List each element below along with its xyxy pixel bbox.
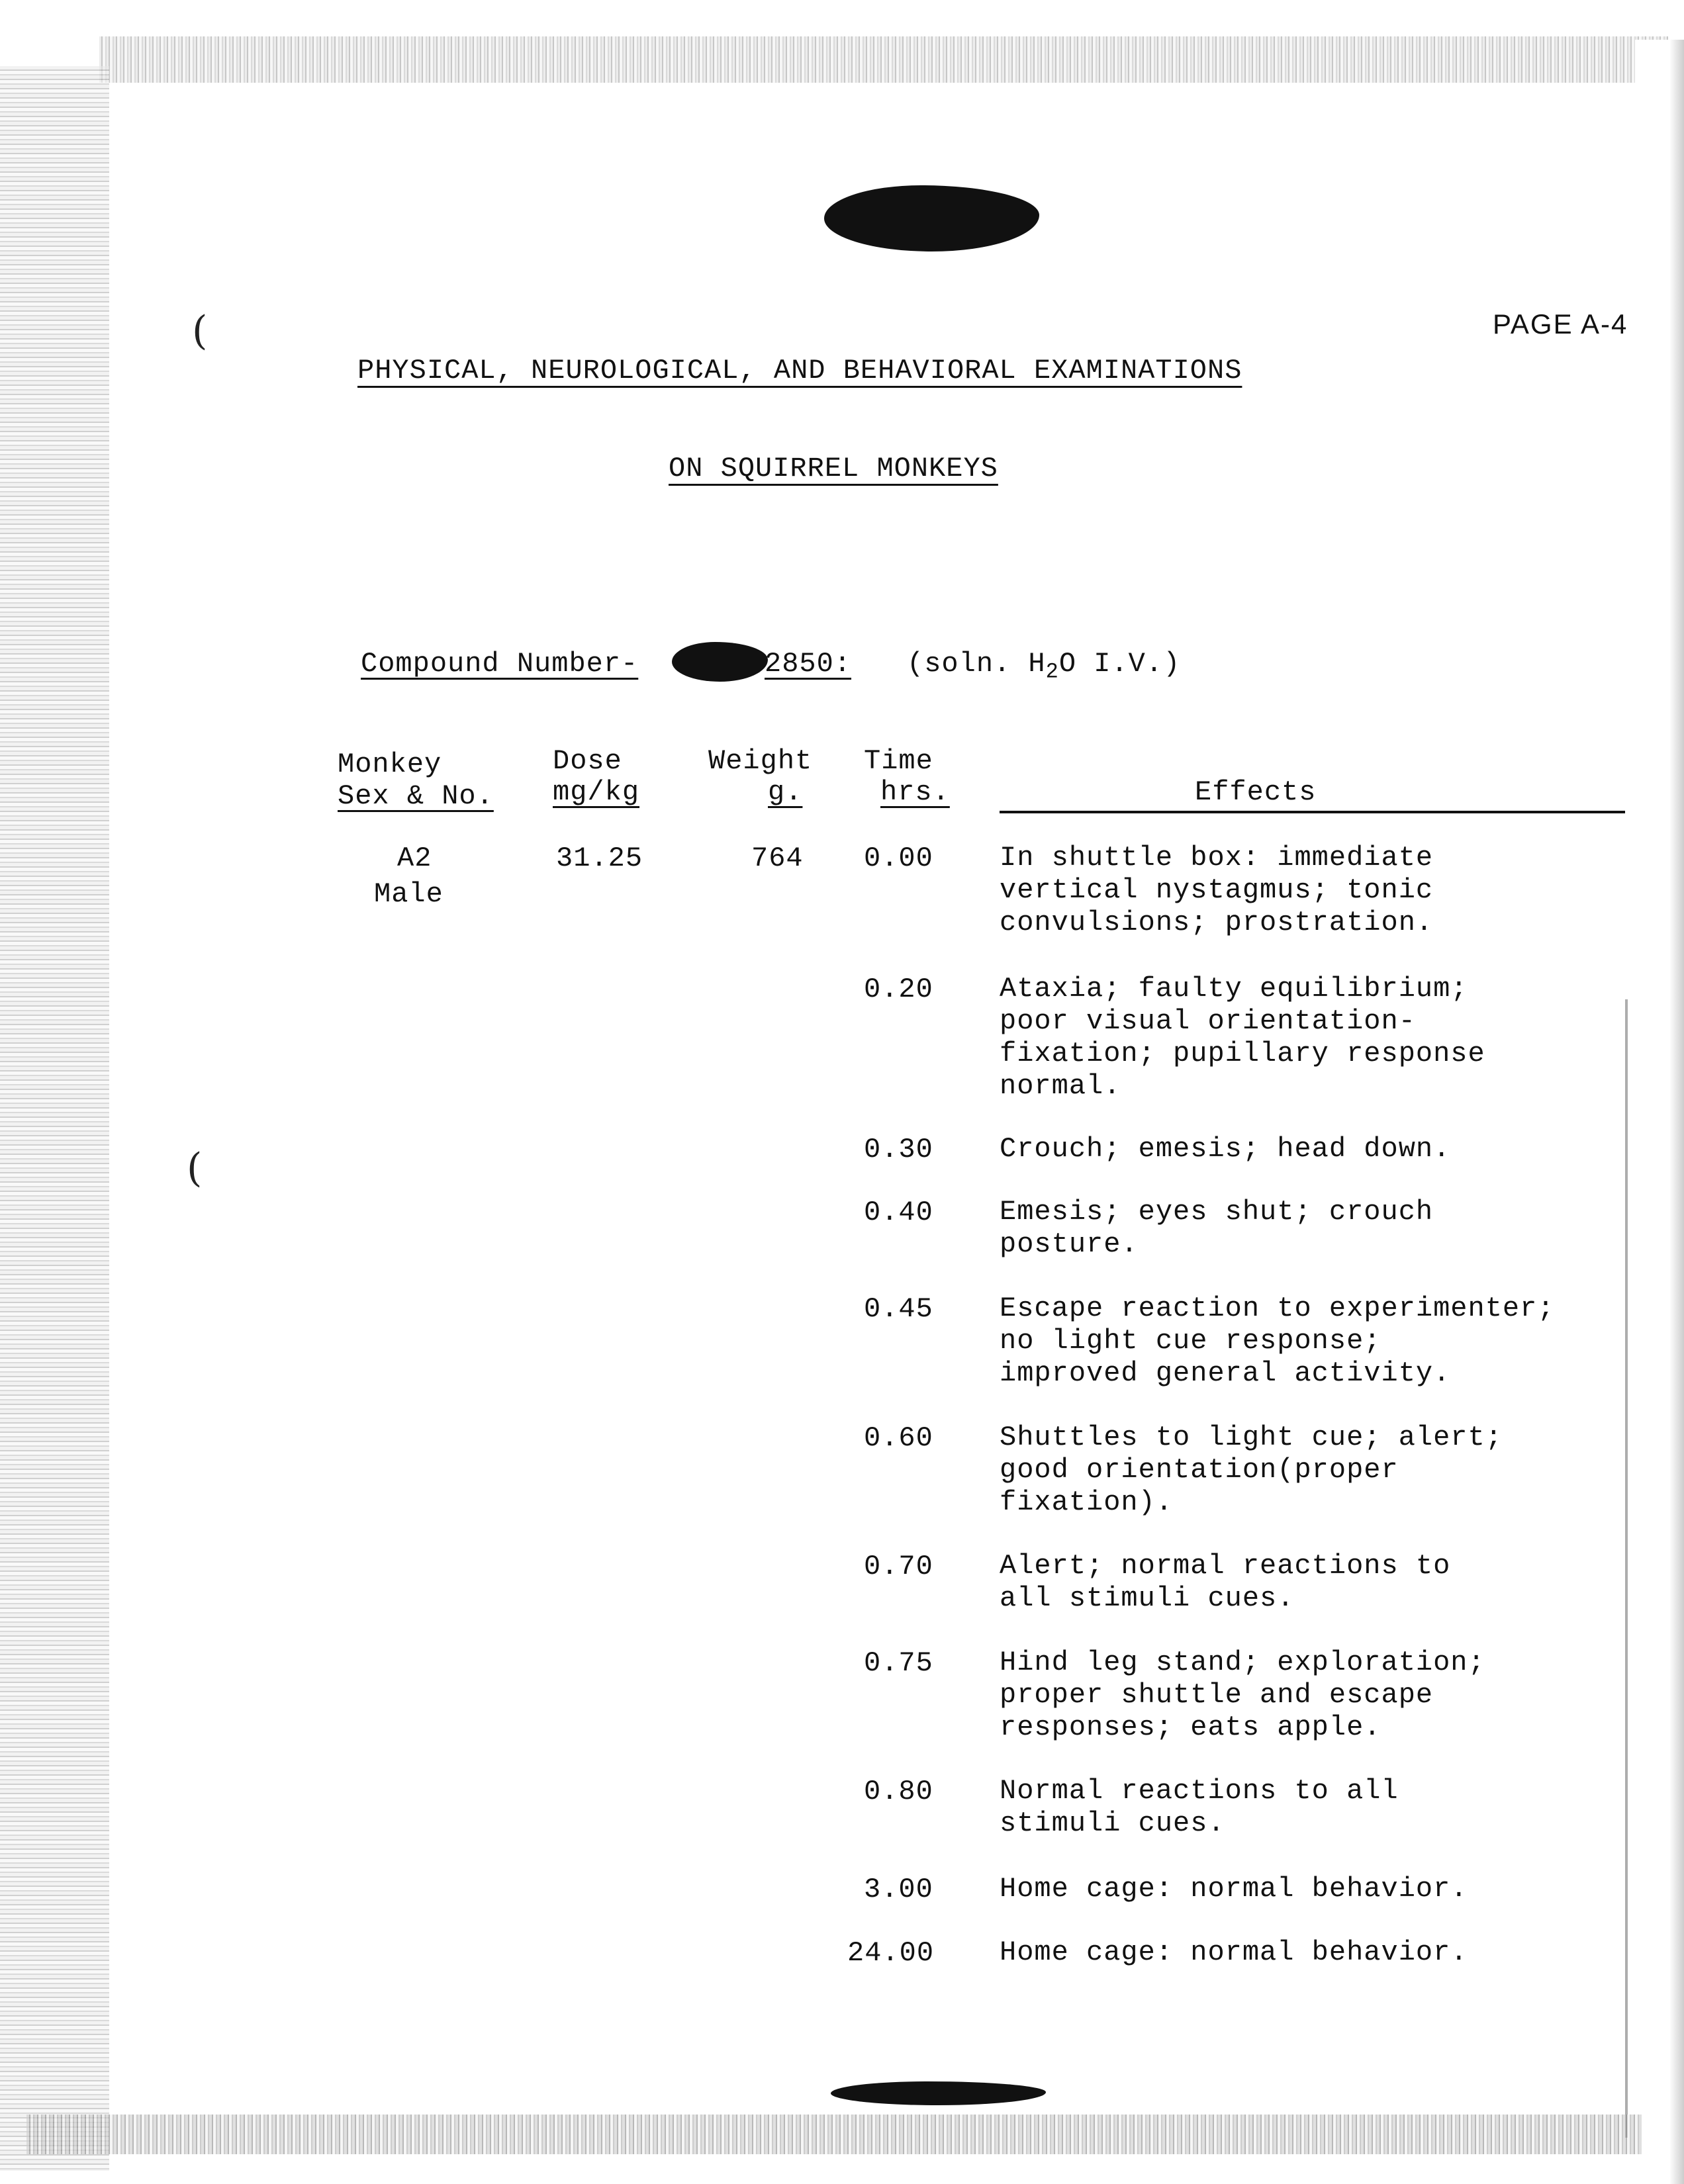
row-time: 3.00 — [864, 1874, 933, 1905]
solution-prefix: (soln. H — [907, 648, 1046, 680]
row-effects: Hind leg stand; exploration; proper shuttle and escape responses; eats apple. — [1000, 1647, 1485, 1743]
redaction-mark-header — [824, 185, 1039, 251]
header-weight-line1: Weight — [708, 745, 813, 777]
subject-dose: 31.25 — [556, 842, 643, 874]
header-time-line1: Time — [864, 745, 933, 777]
row-time: 24.00 — [847, 1937, 935, 1969]
row-effects: Shuttles to light cue; alert; good orientation(proper fixation). — [1000, 1422, 1503, 1518]
row-effects: Alert; normal reactions to all stimuli cues. — [1000, 1550, 1451, 1614]
compound-label: Compound Number- — [361, 648, 639, 680]
page-subtitle: ON SQUIRREL MONKEYS — [669, 453, 998, 484]
scan-noise-left — [0, 66, 109, 2171]
row-time: 0.60 — [864, 1422, 933, 1454]
scan-noise-bottom — [26, 2115, 1642, 2154]
subject-sex: Male — [374, 878, 444, 910]
scan-edge-right — [1635, 40, 1684, 2184]
header-weight-line2: g. — [768, 776, 803, 808]
row-time: 0.00 — [864, 842, 933, 874]
row-effects: Emesis; eyes shut; crouch posture. — [1000, 1196, 1434, 1260]
header-dose-line1: Dose — [553, 745, 622, 777]
subject-id: A2 — [397, 842, 432, 874]
row-time: 0.75 — [864, 1647, 933, 1679]
effects-header-rule — [1000, 811, 1625, 813]
row-effects: Normal reactions to all stimuli cues. — [1000, 1775, 1399, 1839]
row-effects: Home cage: normal behavior. — [1000, 1936, 1468, 1968]
header-time-line2: hrs. — [880, 776, 950, 808]
row-effects: Home cage: normal behavior. — [1000, 1873, 1468, 1905]
row-time: 0.45 — [864, 1293, 933, 1325]
solution-suffix: O I.V.) — [1058, 648, 1181, 680]
row-effects: Escape reaction to experimenter; no light cue response; improved general activity. — [1000, 1293, 1555, 1389]
margin-paren-mid: ( — [187, 1145, 203, 1191]
row-time: 0.40 — [864, 1197, 933, 1228]
row-time: 0.80 — [864, 1776, 933, 1807]
redaction-mark-compound — [672, 642, 768, 682]
header-effects: Effects — [1195, 776, 1317, 808]
row-effects: Ataxia; faulty equilibrium; poor visual orientation- fixation; pupillary response normal. — [1000, 973, 1485, 1102]
solution-note — [907, 647, 1180, 688]
header-monkey-line2: Sex & No. — [338, 780, 494, 812]
redaction-mark-footer — [831, 2081, 1046, 2105]
page-number: PAGE A-4 — [1493, 308, 1628, 340]
header-dose-line2: mg/kg — [553, 776, 640, 808]
row-effects: In shuttle box: immediate vertical nystagmus; tonic convulsions; prostration. — [1000, 842, 1434, 938]
compound-number: 2850: — [765, 648, 852, 680]
page-title: PHYSICAL, NEUROLOGICAL, AND BEHAVIORAL EXAMINATIONS — [357, 355, 1242, 387]
scan-noise-top — [99, 36, 1668, 83]
subject-weight: 764 — [751, 842, 804, 874]
header-monkey-line1: Monkey — [338, 749, 442, 780]
row-effects: Crouch; emesis; head down. — [1000, 1133, 1451, 1165]
margin-paren-top: ( — [192, 308, 208, 354]
row-time: 0.20 — [864, 974, 933, 1005]
row-time: 0.70 — [864, 1551, 933, 1582]
row-time: 0.30 — [864, 1134, 933, 1165]
solution-subscript: 2 — [1045, 659, 1059, 684]
